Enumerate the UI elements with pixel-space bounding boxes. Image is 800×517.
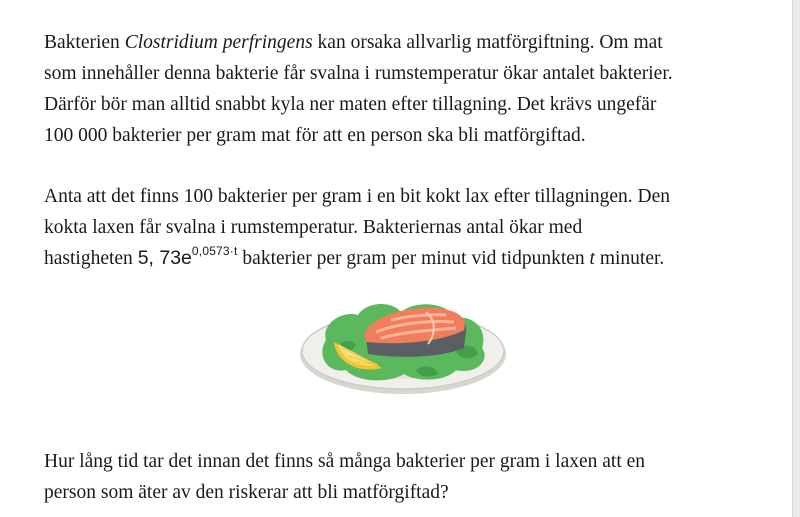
question-line-2: person som äter av den riskerar att bli matförgiftad? [44, 482, 449, 503]
species-name: Clostridium perfringens [124, 32, 313, 53]
scenario-paragraph [44, 181, 764, 276]
scenario-line-1: Anta att det finns 100 bakterier per gram i en bit kokt lax efter tillagningen. Den [44, 186, 670, 207]
scenario-line-3: hastigheten 5, $73e^{0,0573\cdot t}$ bakterier per gram per minut vid tidpunkten t minuter. [44, 244, 665, 269]
question-paragraph [44, 446, 764, 508]
intro-line-3: Därför bör man alltid snabbt kyla ner maten efter tillagning. Det krävs ungefär [44, 94, 657, 115]
intro-line-1: Bakterien Clostridium perfringens kan orsaka allvarlig matförgiftning. Om mat [44, 32, 663, 53]
time-variable: t [589, 248, 595, 269]
growth-rate-expression: 5, $73e^{0,0573\cdot t}$ [137, 244, 238, 269]
intro-paragraph [44, 27, 764, 151]
salmon-plate-icon [296, 290, 511, 400]
scenario-line-2: kokta laxen får svalna i rumstemperatur. Bakteriernas antal ökar med [44, 217, 583, 238]
intro-line-2: som innehåller denna bakterie får svalna i rumstemperatur ökar antalet bakterier. [44, 63, 673, 84]
intro-line-4: 100 000 bakterier per gram mat för att en person ska bli matförgiftad. [44, 125, 586, 146]
question-line-1: Hur lång tid tar det innan det finns så många bakterier per gram i laxen att en [44, 451, 646, 472]
rate-exponent: 0,0573·t [191, 244, 238, 258]
